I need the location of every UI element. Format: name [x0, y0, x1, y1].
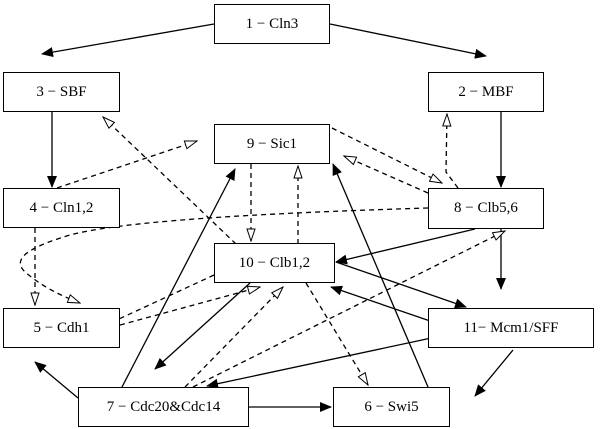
edge-cln3-to-sbf	[42, 24, 214, 54]
node-sbf: 3 − SBF	[3, 72, 120, 112]
node-mcm1-sff: 11− Mcm1/SFF	[428, 308, 594, 348]
edge-mcm1-to-swi5	[475, 350, 513, 396]
edge-clb12-to-mcm1	[336, 262, 466, 307]
edge-mcm1-to-clb12	[331, 287, 436, 323]
edge-cdc20-to-cdh1	[35, 362, 78, 398]
edge-cln3-to-mbf	[330, 24, 486, 56]
edge-clb12-to-swi5	[306, 283, 368, 385]
node-clb56: 8 − Clb5,6	[428, 188, 544, 229]
node-sic1: 9 − Sic1	[214, 124, 330, 164]
edge-clb12-to-cdh1	[106, 275, 214, 325]
edge-cln12-to-sic1	[57, 141, 197, 188]
edge-mcm1-to-cdc20	[207, 337, 436, 386]
edge-clb56-to-sic1	[344, 156, 428, 193]
edge-cdc20-to-clb12	[185, 287, 283, 387]
node-cdh1: 5 − Cdh1	[3, 308, 120, 348]
node-cln3: 1 − Cln3	[214, 4, 330, 44]
node-mbf: 2 − MBF	[428, 72, 544, 112]
edge-swi5-to-sic1	[333, 164, 428, 387]
node-swi5: 6 − Swi5	[333, 387, 450, 427]
node-cln12: 4 − Cln1,2	[3, 188, 120, 228]
node-cdc20-cdc14: 7 − Cdc20&Cdc14	[78, 387, 249, 427]
edge-clb56-to-mbf	[446, 114, 458, 188]
edge-sic1-to-clb56	[332, 128, 442, 183]
node-clb12: 10 − Clb1,2	[214, 243, 335, 283]
